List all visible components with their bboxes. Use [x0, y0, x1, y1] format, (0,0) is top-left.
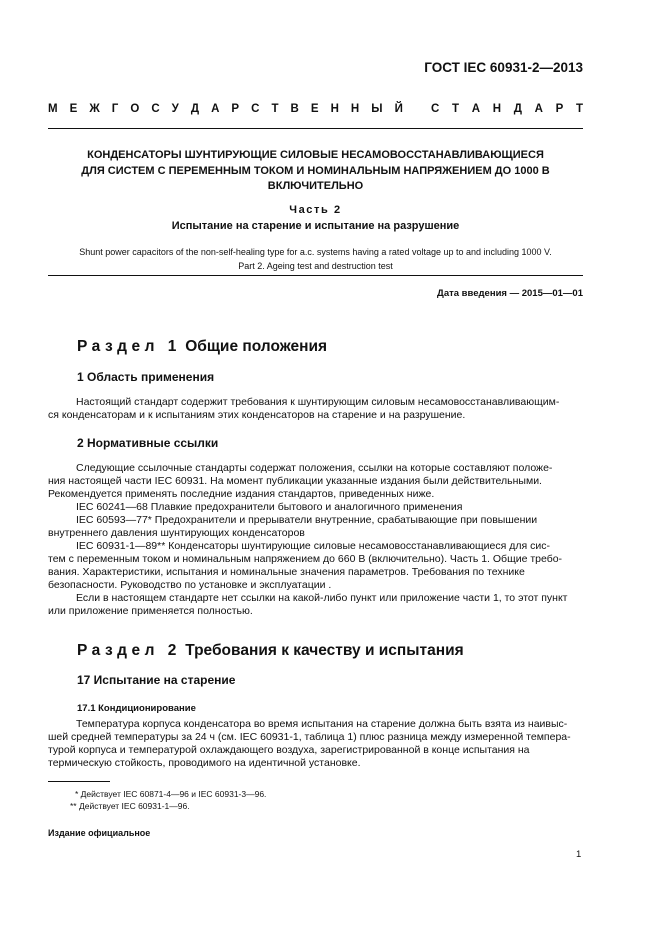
banner-letter: Ы: [371, 103, 383, 115]
title-line: ВКЛЮЧИТЕЛЬНО: [267, 180, 364, 192]
banner-letter: Ж: [89, 103, 100, 115]
banner-letter: А: [471, 103, 481, 115]
text-line: Если в настоящем стандарте нет ссылки на какой-либо пункт или приложение части 1, то этот пункт: [76, 592, 568, 604]
text-line: ся конденсаторам и к испытаниям этих конденсаторов на старение и на разрушение.: [48, 409, 466, 421]
banner-letter: Г: [111, 103, 119, 115]
text-line: или приложение применяется полностью.: [48, 605, 253, 617]
banner-word-interstate: [48, 103, 403, 115]
english-title-line: Part 2. Ageing test and destruction test: [238, 260, 393, 271]
section-label: Раздел 1: [77, 338, 181, 355]
text-line: безопасности. Руководство по установке и эксплуатации .: [48, 579, 332, 591]
text-line: Температура корпуса конденсатора во время испытания на старение должна быть взята из наивыс-: [76, 718, 568, 730]
text-line: Рекомендуется применять последние издания стандартов, приведенных ниже.: [48, 488, 435, 500]
banner-letter: Н: [330, 103, 339, 115]
text-line: шей средней температуры за 24 ч (см. IEC 60931-1, таблица 1) плюс разница между измеренной темпера-: [48, 731, 571, 743]
banner-letter: У: [171, 103, 179, 115]
title-line: ДЛЯ СИСТЕМ С ПЕРЕМЕННЫМ ТОКОМ И НОМИНАЛЬНЫМ НАПРЯЖЕНИЕМ ДО 1000 В: [81, 164, 550, 177]
banner-letter: В: [290, 103, 299, 115]
text-line: внутреннего давления шунтирующих конденсаторов: [48, 527, 305, 539]
introduction-date: Дата введения — 2015—01—01: [437, 288, 583, 299]
page-number: 1: [576, 849, 582, 860]
text-line: ния настоящей части IEC 60931. На момент публикации указанные издания были действительными.: [48, 475, 542, 487]
section-label: Раздел 2: [77, 642, 181, 659]
banner-letter: О: [130, 103, 140, 115]
reference-item: IEC 60593—77* Предохранители и прерыватели внутренние, срабатывающие при повышении: [76, 514, 538, 526]
text-line: тем с переменным током и номинальным напряжением до 660 В (включительно). Часть 1. Общие требо-: [48, 553, 563, 565]
text-line: Следующие ссылочные стандарты содержат положения, ссылки на которые составляют положе-: [76, 462, 553, 474]
banner-letter: Е: [310, 103, 319, 115]
footnote-rule: [48, 781, 110, 782]
header-rule: [48, 128, 583, 129]
reference-item: IEC 60241—68 Плавкие предохранители бытового и аналогичного применения: [76, 501, 463, 513]
text-line: Настоящий стандарт содержит требования к шунтирующим силовым несамовосстанавливающим-: [76, 396, 560, 408]
section-title: Общие положения: [185, 338, 328, 355]
banner-letter: С: [251, 103, 260, 115]
banner-letter: С: [151, 103, 160, 115]
banner-letter: Н: [492, 103, 502, 115]
section-2-heading: [77, 642, 464, 660]
banner-letter: Д: [513, 103, 522, 115]
banner-letter: Д: [190, 103, 200, 115]
clause-1-heading: 1 Область применения: [77, 370, 215, 384]
interstate-standard-banner: [48, 103, 583, 115]
banner-letter: Т: [575, 103, 583, 115]
section-1-heading: [77, 338, 327, 356]
document-title: [48, 148, 583, 195]
banner-letter: Т: [271, 103, 279, 115]
banner-letter: А: [534, 103, 543, 115]
banner-letter: Р: [555, 103, 564, 115]
text-line: турой корпуса и температурой охлаждающего воздуха, зарегистрированной в конце испытания на: [48, 744, 530, 756]
banner-letter: М: [48, 103, 58, 115]
banner-letter: Е: [69, 103, 78, 115]
english-title-line: Shunt power capacitors of the non-self-healing type for a.c. systems having a rated voltage up to and including 1000 V.: [79, 247, 552, 257]
part-label: Часть 2: [289, 204, 342, 216]
footnote: * Действует IEC 60871-4—96 и IEC 60931-3—96.: [75, 789, 267, 799]
document-code: ГОСТ IEC 60931-2—2013: [424, 60, 583, 75]
clause-2-heading: 2 Нормативные ссылки: [77, 436, 219, 450]
banner-letter: Н: [350, 103, 360, 115]
banner-letter: С: [431, 103, 440, 115]
title-line: КОНДЕНСАТОРЫ ШУНТИРУЮЩИЕ СИЛОВЫЕ НЕСАМОВОССТАНАВЛИВАЮЩИЕСЯ: [87, 149, 544, 161]
edition-note: Издание официальное: [48, 828, 151, 838]
banner-letter: Т: [452, 103, 460, 115]
banner-letter: Р: [231, 103, 240, 115]
part-subtitle: Испытание на старение и испытание на разрушение: [171, 220, 460, 232]
banner-letter: Й: [394, 103, 403, 115]
text-line: вания. Характеристики, испытания и номинальные значения параметров. Требования по технике: [48, 566, 525, 578]
clause-17-1-heading: 17.1 Кондиционирование: [77, 703, 196, 714]
clause-17-heading: 17 Испытание на старение: [77, 673, 236, 687]
reference-item: IEC 60931-1—89** Конденсаторы шунтирующие силовые несамовосстанавливающиеся для сис-: [76, 540, 550, 552]
section-title: Требования к качеству и испытания: [185, 642, 464, 659]
title-rule: [48, 275, 583, 276]
english-title: [48, 246, 583, 273]
banner-letter: А: [211, 103, 220, 115]
text-line: термическую стойкость, проводимого на идентичной установке.: [48, 757, 361, 769]
footnote: ** Действует IEC 60931-1—96.: [70, 801, 190, 811]
banner-word-standard: [431, 103, 583, 115]
